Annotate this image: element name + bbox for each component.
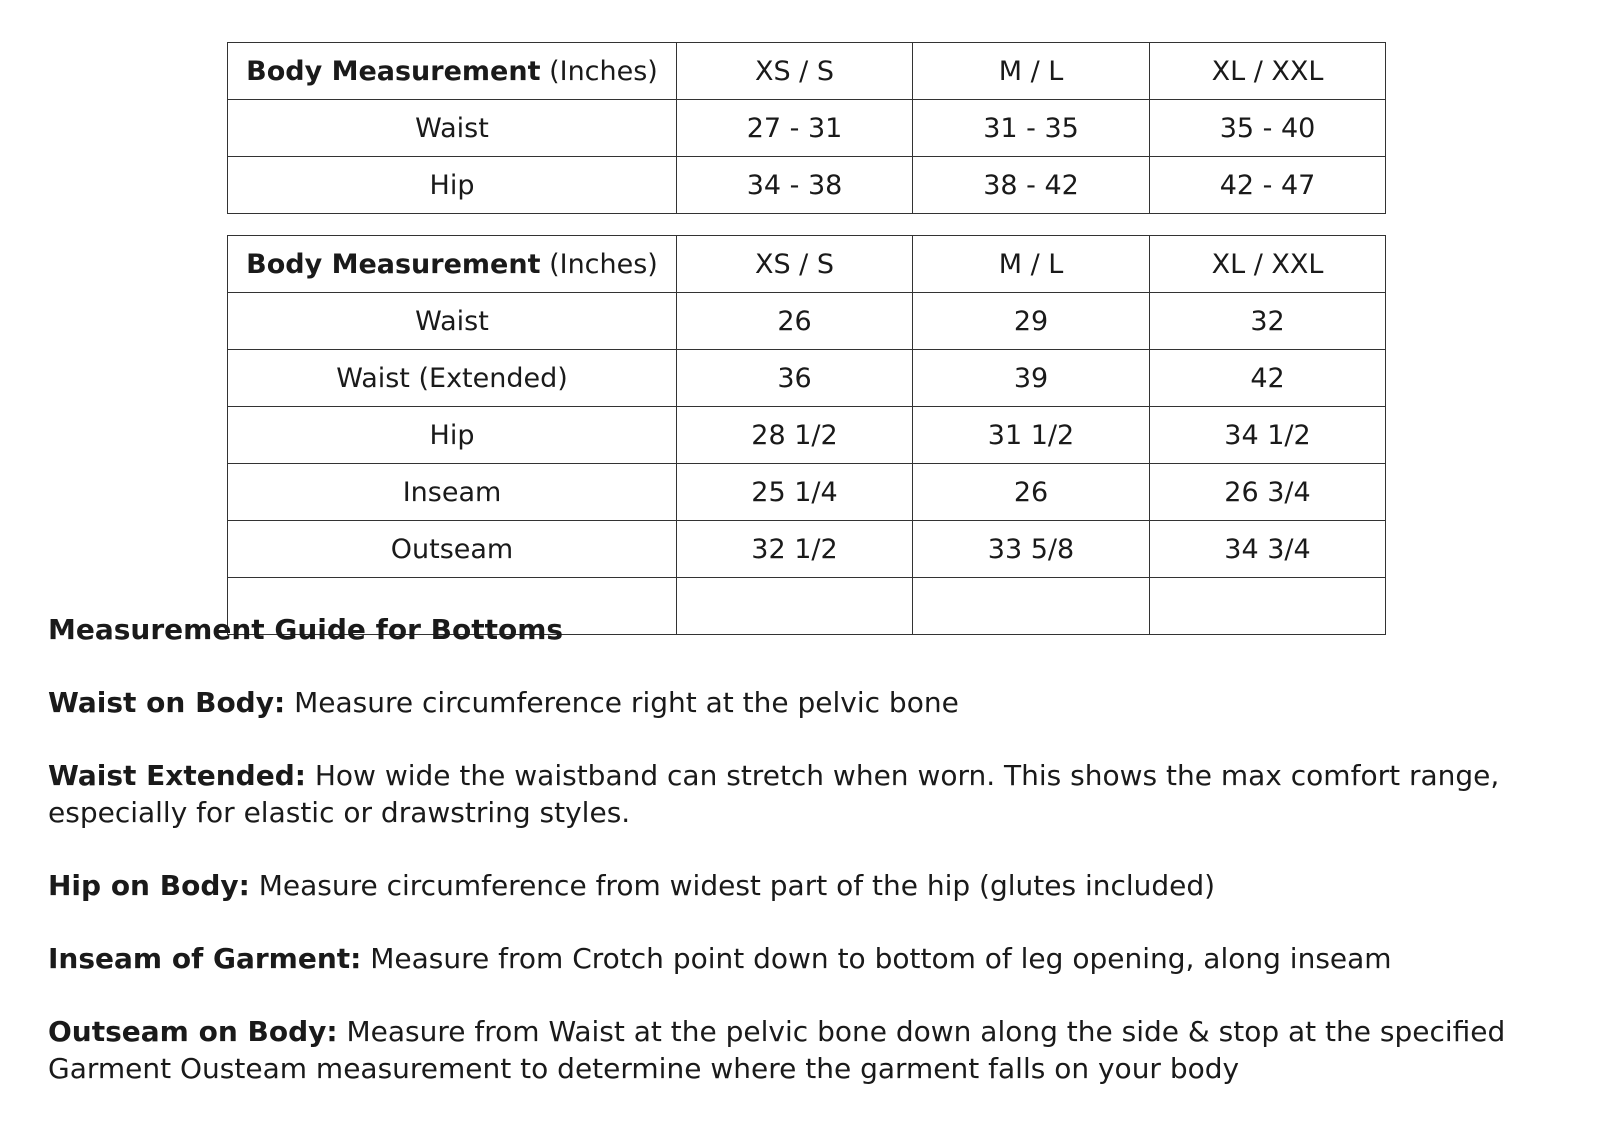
guide-item-waist-extended [48, 757, 1568, 831]
table-cell: 28 1/2 [677, 407, 913, 464]
guide-term: Inseam of Garment: [48, 942, 362, 975]
row-label: Outseam [228, 521, 677, 578]
header-size-xl-xxl: XL / XXL [1150, 43, 1386, 100]
table-cell: 34 1/2 [1150, 407, 1386, 464]
table-row [228, 157, 1386, 214]
table-cell: 38 - 42 [913, 157, 1150, 214]
header-body-measurement [228, 236, 677, 293]
row-label: Hip [228, 157, 677, 214]
size-chart-table-ranges [227, 42, 1386, 214]
table-cell: 25 1/4 [677, 464, 913, 521]
table-row [228, 350, 1386, 407]
table-row [228, 407, 1386, 464]
measurement-guide [48, 611, 1568, 1123]
header-size-m-l: M / L [913, 43, 1150, 100]
guide-description: Measure from Waist at the pelvic bone down along the side & stop at the specified Garment Ousteam measurement to determine where the garment falls on your body [48, 1015, 1506, 1085]
table-cell: 29 [913, 293, 1150, 350]
table-cell: 34 - 38 [677, 157, 913, 214]
table-header-row [228, 43, 1386, 100]
header-body-measurement [228, 43, 677, 100]
table-cell: 26 [913, 464, 1150, 521]
guide-item-outseam-on-body [48, 1013, 1568, 1087]
table-cell: 26 3/4 [1150, 464, 1386, 521]
guide-term: Hip on Body: [48, 869, 250, 902]
guide-item-hip-on-body [48, 867, 1568, 904]
table-cell: 33 5/8 [913, 521, 1150, 578]
table-cell: 31 1/2 [913, 407, 1150, 464]
guide-description: Measure circumference right at the pelvic bone [285, 686, 959, 719]
header-label: Body Measurement [246, 248, 541, 280]
table-cell: 31 - 35 [913, 100, 1150, 157]
guide-term: Waist on Body: [48, 686, 286, 719]
row-label: Inseam [228, 464, 677, 521]
row-label: Waist (Extended) [228, 350, 677, 407]
row-label: Hip [228, 407, 677, 464]
table-cell: 27 - 31 [677, 100, 913, 157]
header-size-xs-s: XS / S [677, 43, 913, 100]
header-size-m-l: M / L [913, 236, 1150, 293]
guide-description: How wide the waistband can stretch when worn. This shows the max comfort range, especially for elastic or drawstring styles. [48, 759, 1500, 829]
header-size-xl-xxl: XL / XXL [1150, 236, 1386, 293]
table-cell: 34 3/4 [1150, 521, 1386, 578]
size-chart-table-garment [227, 235, 1386, 635]
header-unit: (Inches) [540, 55, 658, 87]
row-label: Waist [228, 100, 677, 157]
guide-description: Measure from Crotch point down to bottom of leg opening, along inseam [361, 942, 1392, 975]
guide-item-inseam-of-garment [48, 940, 1568, 977]
header-label: Body Measurement [246, 55, 541, 87]
table-cell: 39 [913, 350, 1150, 407]
table-cell: 32 [1150, 293, 1386, 350]
guide-title: Measurement Guide for Bottoms [48, 613, 564, 646]
header-size-xs-s: XS / S [677, 236, 913, 293]
guide-term: Waist Extended: [48, 759, 306, 792]
table-cell: 26 [677, 293, 913, 350]
table-cell: 42 [1150, 350, 1386, 407]
table-row [228, 100, 1386, 157]
table-row [228, 293, 1386, 350]
guide-item-waist-on-body [48, 684, 1568, 721]
table-cell: 42 - 47 [1150, 157, 1386, 214]
table-header-row [228, 236, 1386, 293]
guide-term: Outseam on Body: [48, 1015, 338, 1048]
table-cell: 36 [677, 350, 913, 407]
guide-description: Measure circumference from widest part of the hip (glutes included) [249, 869, 1216, 902]
table-row [228, 521, 1386, 578]
table-cell: 35 - 40 [1150, 100, 1386, 157]
table-row [228, 464, 1386, 521]
header-unit: (Inches) [540, 248, 658, 280]
table-cell: 32 1/2 [677, 521, 913, 578]
row-label: Waist [228, 293, 677, 350]
